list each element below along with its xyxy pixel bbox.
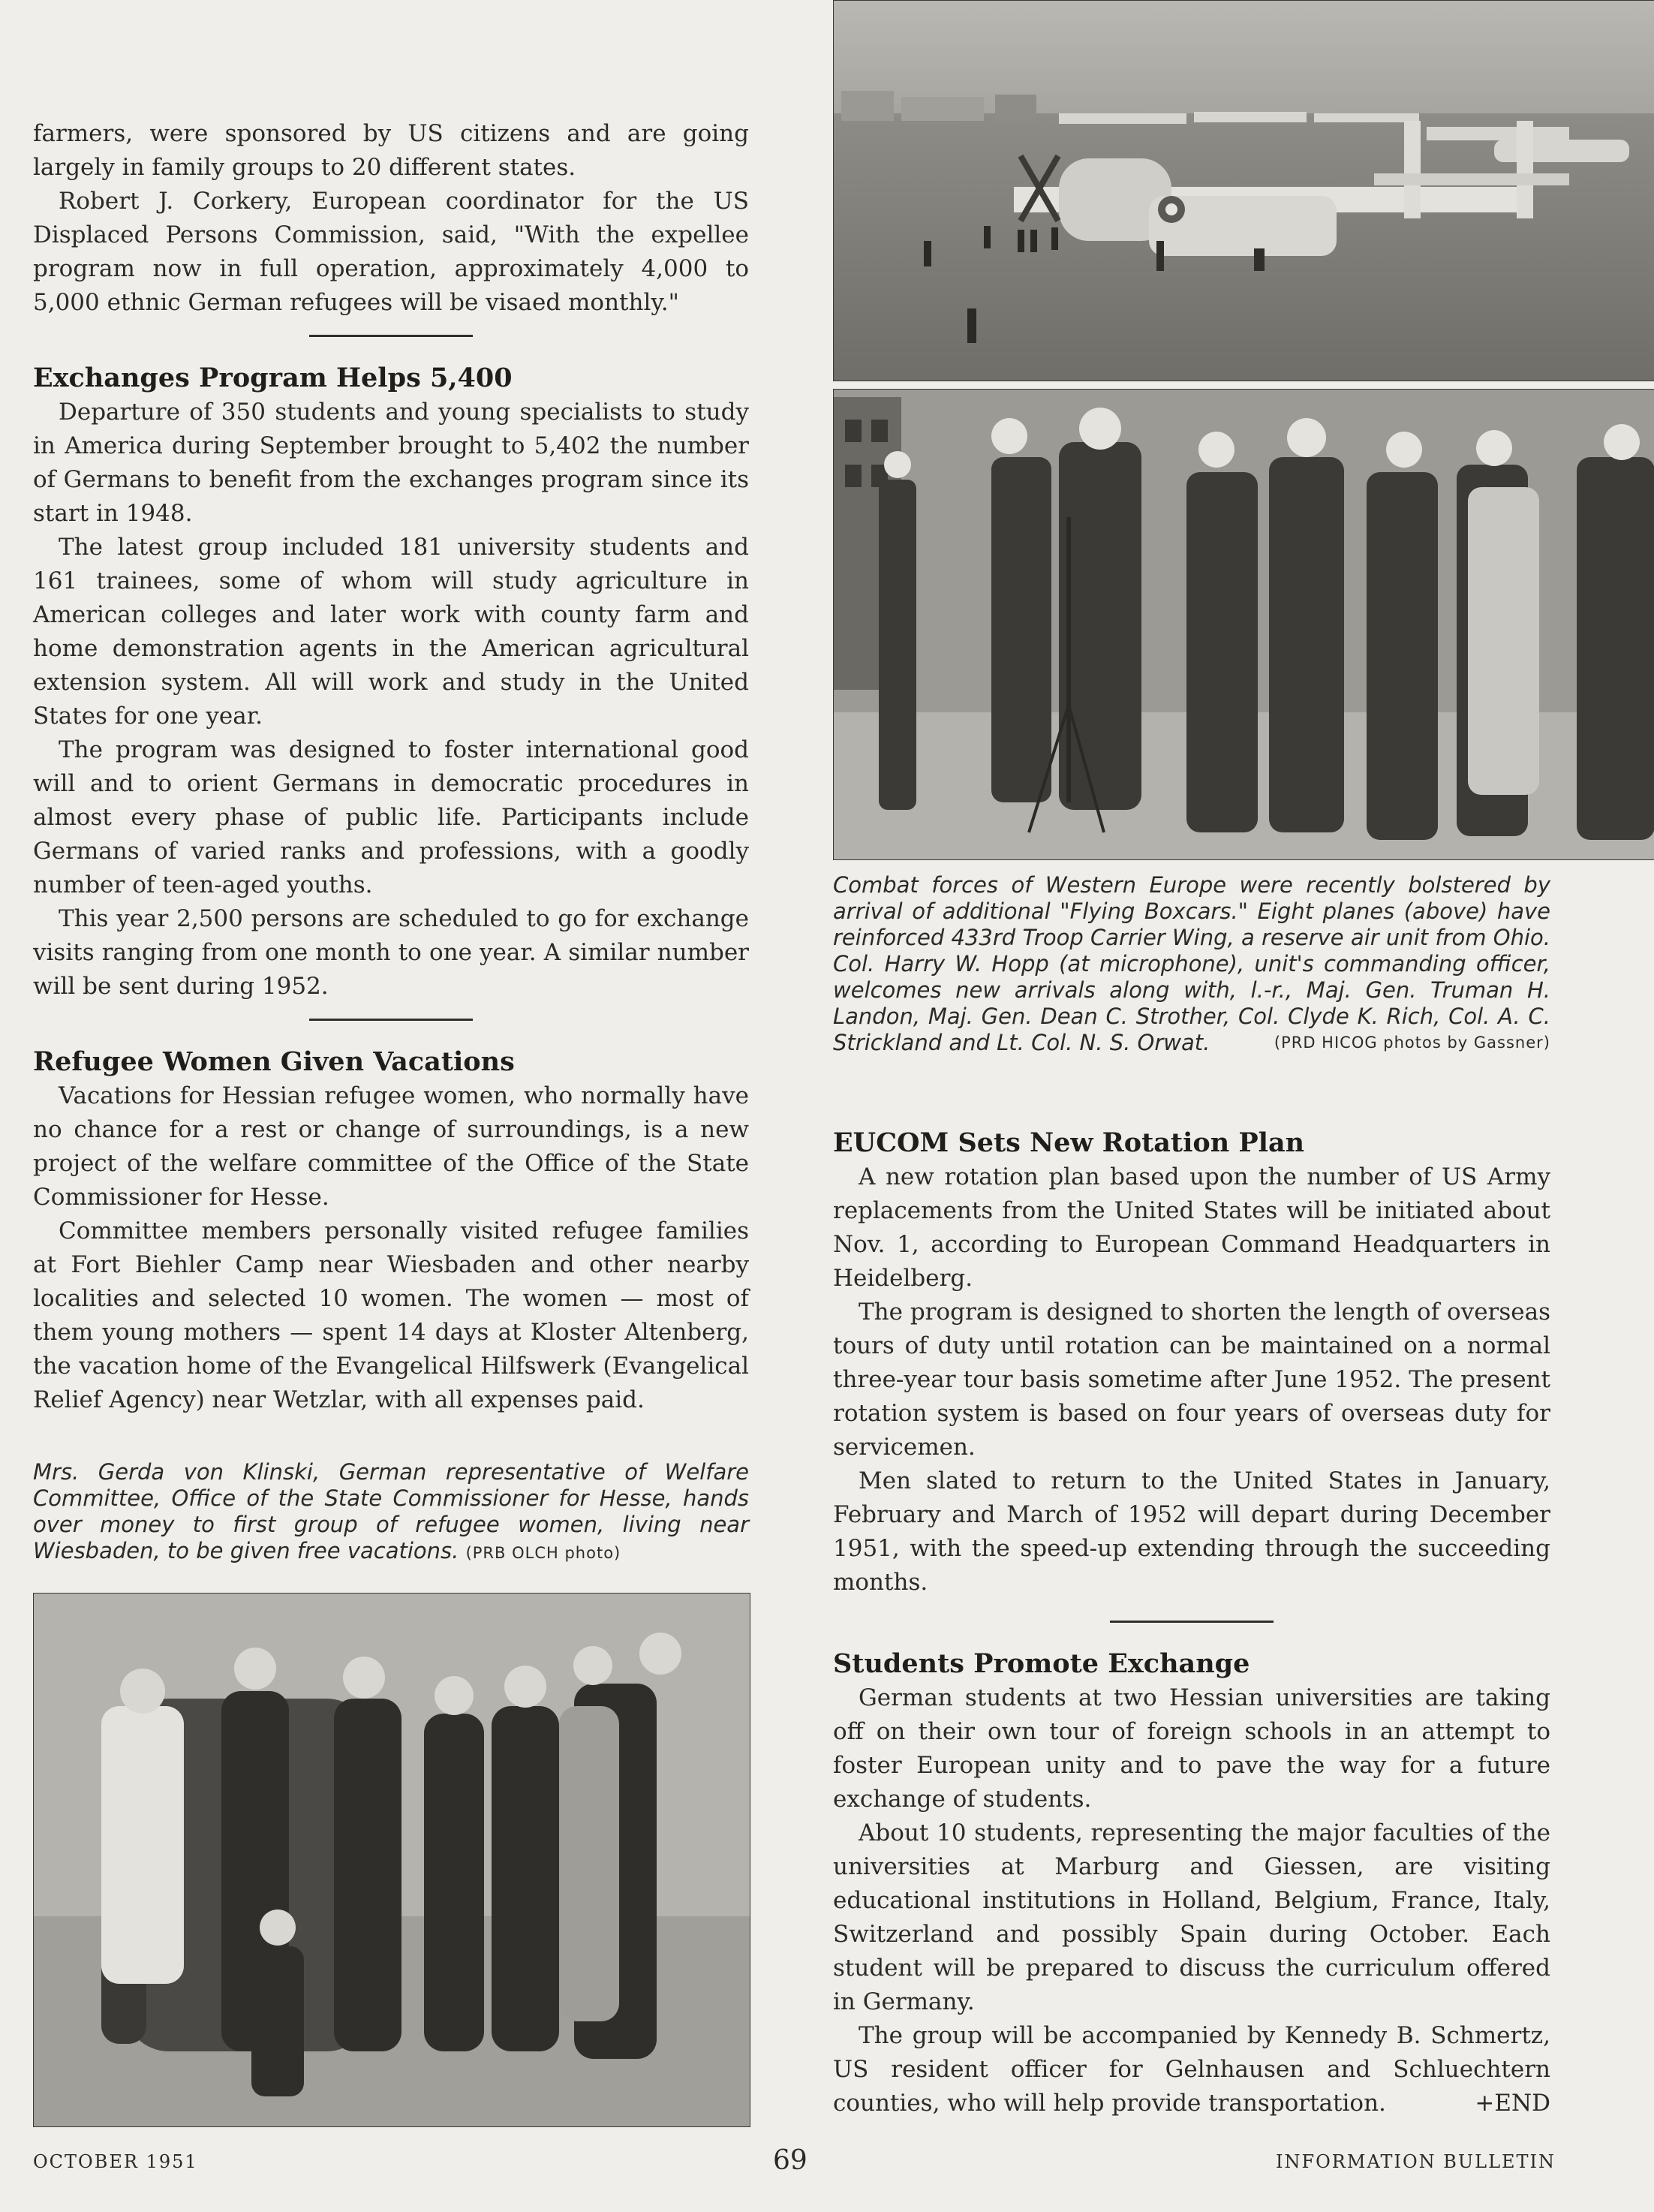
footer-date: OCTOBER 1951	[33, 2151, 198, 2172]
officers-photo-art	[834, 390, 1654, 859]
officers-caption-text: Combat forces of Western Europe were recently bolstered by arrival of additional "Flying Boxcars." Eight planes (above) have reinforced 433rd Troop Carrier Wing, a reserve air unit from Ohio. Col. Harry W. Hopp (at microphone), unit's commanding officer, welcomes new arrivals along with, l.-r., Maj. Gen. Truman H. Landon, Maj. Gen. Dean C. Strother, Col. Clyde K. Rich, Col. A. C. Strickland and Lt. Col. N. S. Orwat.	[833, 872, 1550, 1055]
intro-paragraph-2: Robert J. Corkery, European coordinator for the US Displaced Persons Commission, said, "With the expellee program now in full operation, approximately 4,000 to 5,000 ethnic German refugees will be visaed monthly."	[33, 188, 749, 316]
refugee-caption-text: Mrs. Gerda von Klinski, German representative of Welfare Committee, Office of the State Commissioner for Hesse, hands over money to first group of refugee women, living near Wiesbaden, to be given free vacations.	[33, 1459, 749, 1563]
exchanges-heading: Exchanges Program Helps 5,400	[33, 363, 513, 393]
eucom-paragraph-2: The program is designed to shorten the length of overseas tours of duty until rotation can be maintained on a normal three-year tour basis sometime after June 1952. The present rotation system is based on four years of overseas duty for servicemen.	[833, 1299, 1551, 1461]
refugee-paragraph-2: Committee members personally visited refugee families at Fort Biehler Camp near Wiesbaden and other nearby localities and selected 10 women. The women — most of them young mothers — spent 14 days at Kloster Altenberg, the vacation home of the Evangelical Hilfswerk (Evangelical Relief Agency) near Wetzlar, with all expenses paid.	[33, 1217, 749, 1413]
students-paragraph-1: German students at two Hessian universities are taking off on their own tour of foreign schools in an attempt to foster European unity and to pave the way for a future exchange of students.	[833, 1684, 1550, 1813]
right-column	[833, 1126, 1550, 2120]
footer-publication: INFORMATION BULLETIN	[1276, 2151, 1556, 2172]
exchanges-paragraph-4: This year 2,500 persons are scheduled to go for exchange visits ranging from one month to one year. A similar number will be sent during 1952.	[33, 905, 749, 1000]
exchanges-paragraph-2: The latest group included 181 university students and 161 trainees, some of whom will study agriculture in American colleges and later work with county farm and home demonstration agents in the American agricultural extension system. All will work and study in the United States for one year.	[33, 534, 749, 730]
refugee-women-photo-art	[34, 1594, 750, 2126]
refugee-photo-caption	[33, 1459, 749, 1566]
intro-paragraph-1: farmers, were sponsored by US citizens and are going largely in family groups to 20 different states.	[33, 120, 749, 181]
officers-photo	[833, 389, 1654, 860]
students-heading: Students Promote Exchange	[833, 1648, 1250, 1679]
end-mark: +END	[1475, 2090, 1550, 2117]
eucom-heading: EUCOM Sets New Rotation Plan	[833, 1127, 1305, 1158]
exchanges-paragraph-3: The program was designed to foster international good will and to orient Germans in democratic procedures in almost every phase of public life. Participants include Germans of varied ranks and professions, with a goodly number of teen-aged youths.	[33, 736, 749, 898]
section-divider	[309, 335, 473, 337]
officers-caption-credit: (PRD HICOG photos by Gassner)	[1274, 1034, 1550, 1052]
section-divider	[309, 1019, 473, 1021]
refugee-paragraph-1: Vacations for Hessian refugee women, who normally have no chance for a rest or change of surroundings, is a new project of the welfare committee of the Office of the State Commissioner for Hesse.	[33, 1082, 749, 1211]
section-divider	[1110, 1621, 1274, 1623]
officers-photo-caption	[833, 872, 1550, 1056]
page-number: 69	[773, 2145, 807, 2176]
students-paragraph-2: About 10 students, representing the major faculties of the universities at Marburg and Giessen, are visiting educational institutions in Holland, Belgium, France, Italy, Switzerland and possibly Spain during October. Each student will be prepared to discuss the curriculum offered in Germany.	[833, 1819, 1550, 2015]
refugee-caption-credit: (PRB OLCH photo)	[465, 1544, 621, 1562]
refugee-women-photo	[33, 1593, 750, 2127]
eucom-paragraph-3: Men slated to return to the United States in January, February and March of 1952 will depart during December 1951, with the speed-up extending through the succeeding months.	[833, 1467, 1550, 1596]
officers-caption-block	[833, 872, 1550, 1056]
airfield-photo-art	[834, 1, 1654, 381]
students-paragraph-3	[833, 2019, 1550, 2120]
eucom-paragraph-1: A new rotation plan based upon the number of US Army replacements from the United States will be initiated about Nov. 1, according to European Command Headquarters in Heidelberg.	[833, 1163, 1550, 1292]
students-paragraph-3-text: The group will be accompanied by Kennedy B. Schmertz, US resident officer for Gelnhausen and Schluechtern counties, who will help provide transportation.	[833, 2022, 1550, 2117]
exchanges-paragraph-1: Departure of 350 students and young specialists to study in America during September brought to 5,402 the number of Germans to benefit from the exchanges program since its start in 1948.	[33, 399, 749, 527]
left-column	[33, 117, 749, 1566]
airfield-photo	[833, 0, 1654, 381]
refugee-heading: Refugee Women Given Vacations	[33, 1046, 515, 1077]
